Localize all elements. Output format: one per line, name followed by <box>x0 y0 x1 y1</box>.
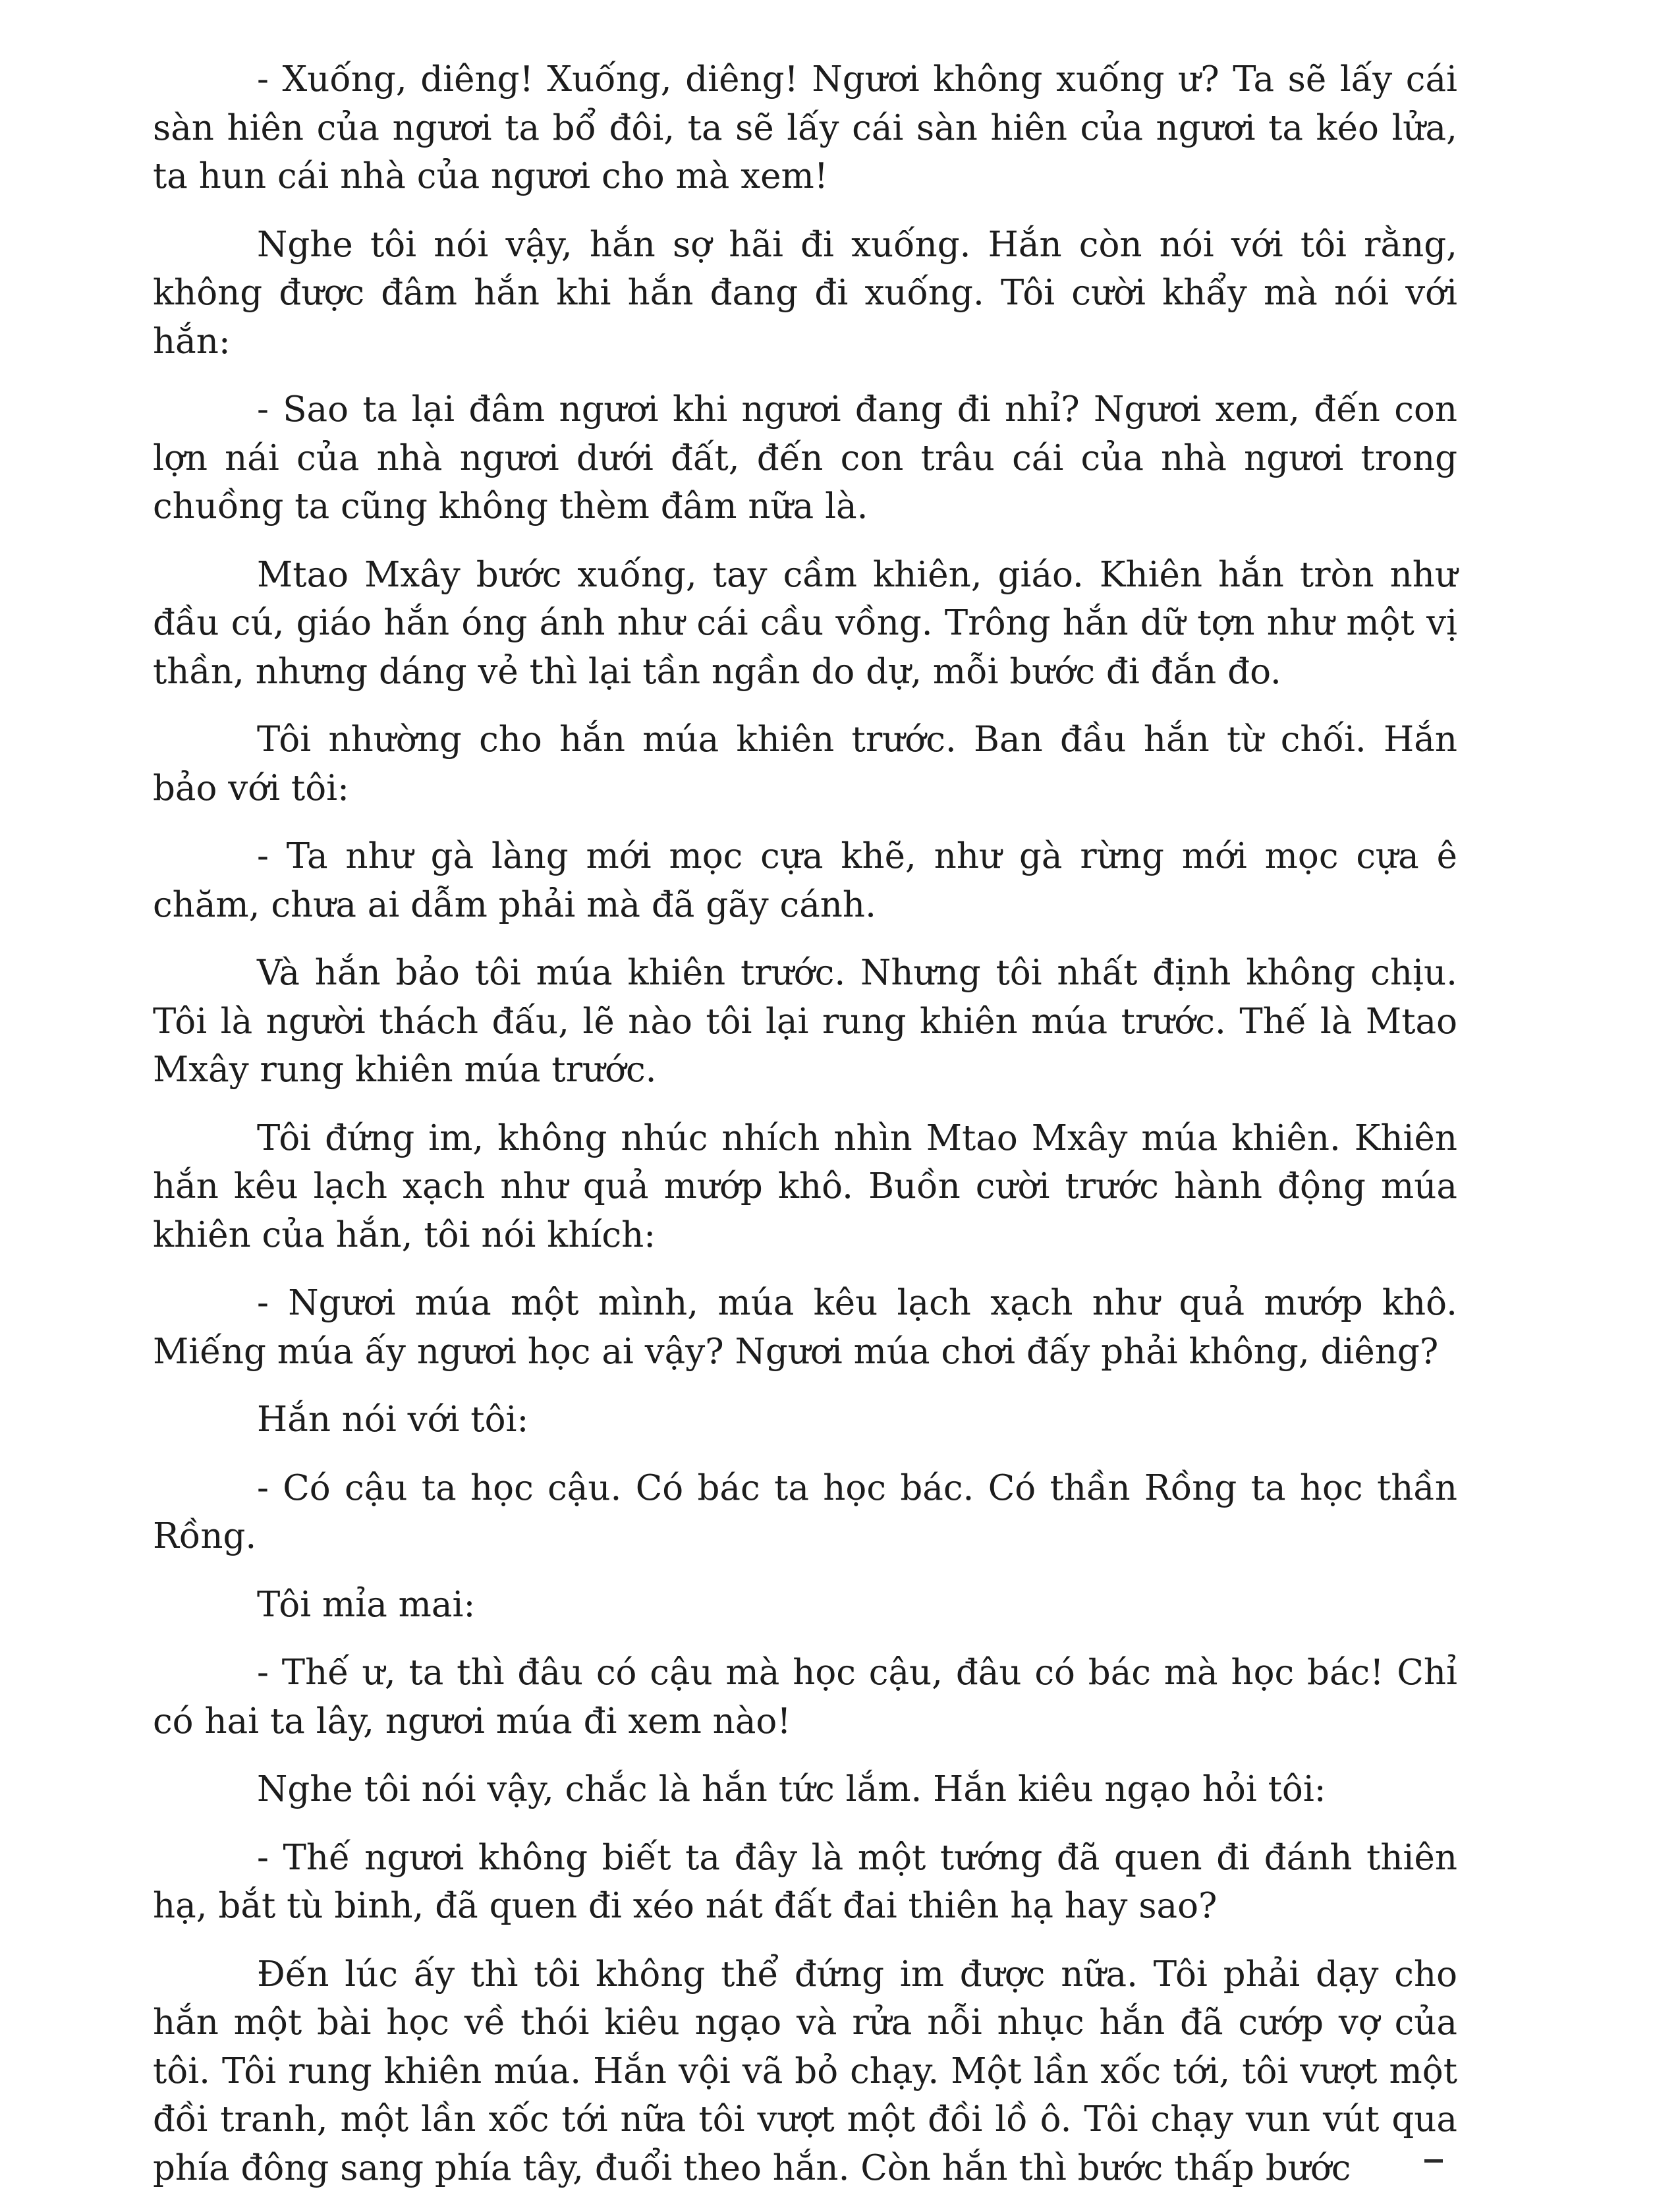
paragraph-1: - Xuống, diêng! Xuống, diêng! Ngươi không xuống ư? Ta sẽ lấy cái sàn hiên của ngươi ta bổ đôi, ta sẽ lấy cái sàn hiên của ngươi ta kéo lửa, ta hun cái nhà của ngươi cho mà xem! <box>153 59 1457 196</box>
paragraph-11: - Có cậu ta học cậu. Có bác ta học bác. Có thần Rồng ta học thần Rồng. <box>153 1467 1457 1556</box>
paragraph-2: Nghe tôi nói vậy, hắn sợ hãi đi xuống. Hắn còn nói với tôi rằng, không được đâm hắn khi hắn đang đi xuống. Tôi cười khẩy mà nói với hắn: <box>153 224 1457 362</box>
page-edge-mark <box>1424 2159 1443 2163</box>
paragraph-3: - Sao ta lại đâm ngươi khi ngươi đang đi nhỉ? Ngươi xem, đến con lợn nái của nhà ngươi dưới đất, đến con trâu cái của nhà ngươi trong chuồng ta cũng không thèm đâm nữa là. <box>153 389 1457 526</box>
paragraph-7: Và hắn bảo tôi múa khiên trước. Nhưng tôi nhất định không chịu. Tôi là người thách đấu, lẽ nào tôi lại rung khiên múa trước. Thế là Mtao Mxây rung khiên múa trước. <box>153 953 1457 1090</box>
paragraph-13: - Thế ư, ta thì đâu có cậu mà học cậu, đâu có bác mà học bác! Chỉ có hai ta lây, ngươi múa đi xem nào! <box>153 1653 1457 1742</box>
paragraph-16: Đến lúc ấy thì tôi không thể đứng im được nữa. Tôi phải dạy cho hắn một bài học về thói kiêu ngạo và rửa nỗi nhục hắn đã cướp vợ của tôi. Tôi rung khiên múa. Hắn vội vã bỏ chạy. Một lần xốc tới, tôi vượt một đồi tranh, một lần xốc tới nữa tôi vượt một đồi lồ ô. Tôi chạy vun vút qua phía đông sang phía tây, đuổi theo hắn. Còn hắn thì bước thấp bước <box>153 1954 1457 2188</box>
paragraph-12: Tôi mỉa mai: <box>257 1584 476 1625</box>
paragraph-5: Tôi nhường cho hắn múa khiên trước. Ban đầu hắn từ chối. Hắn bảo với tôi: <box>153 720 1457 808</box>
paragraph-10: Hắn nói với tôi: <box>257 1400 529 1440</box>
paragraph-4: Mtao Mxây bước xuống, tay cầm khiên, giáo. Khiên hắn tròn như đầu cú, giáo hắn óng ánh như cái cầu vồng. Trông hắn dữ tợn như một vị thần, nhưng dáng vẻ thì lại tần ngần do dự, mỗi bước đi đắn đo. <box>153 554 1457 692</box>
paragraph-15: - Thế ngươi không biết ta đây là một tướng đã quen đi đánh thiên hạ, bắt tù binh, đã quen đi xéo nát đất đai thiên hạ hay sao? <box>153 1837 1457 1926</box>
page-body-text <box>153 55 1457 2212</box>
paragraph-8: Tôi đứng im, không nhúc nhích nhìn Mtao Mxây múa khiên. Khiên hắn kêu lạch xạch như quả mướp khô. Buồn cười trước hành động múa khiên của hắn, tôi nói khích: <box>153 1118 1457 1255</box>
paragraph-14: Nghe tôi nói vậy, chắc là hắn tức lắm. Hắn kiêu ngạo hỏi tôi: <box>257 1769 1326 1809</box>
paragraph-6: - Ta như gà làng mới mọc cựa khẽ, như gà rừng mới mọc cựa ê chăm, chưa ai dẫm phải mà đã gãy cánh. <box>153 836 1457 925</box>
paragraph-9: - Ngươi múa một mình, múa kêu lạch xạch như quả mướp khô. Miếng múa ấy ngươi học ai vậy? Ngươi múa chơi đấy phải không, diêng? <box>153 1283 1457 1372</box>
